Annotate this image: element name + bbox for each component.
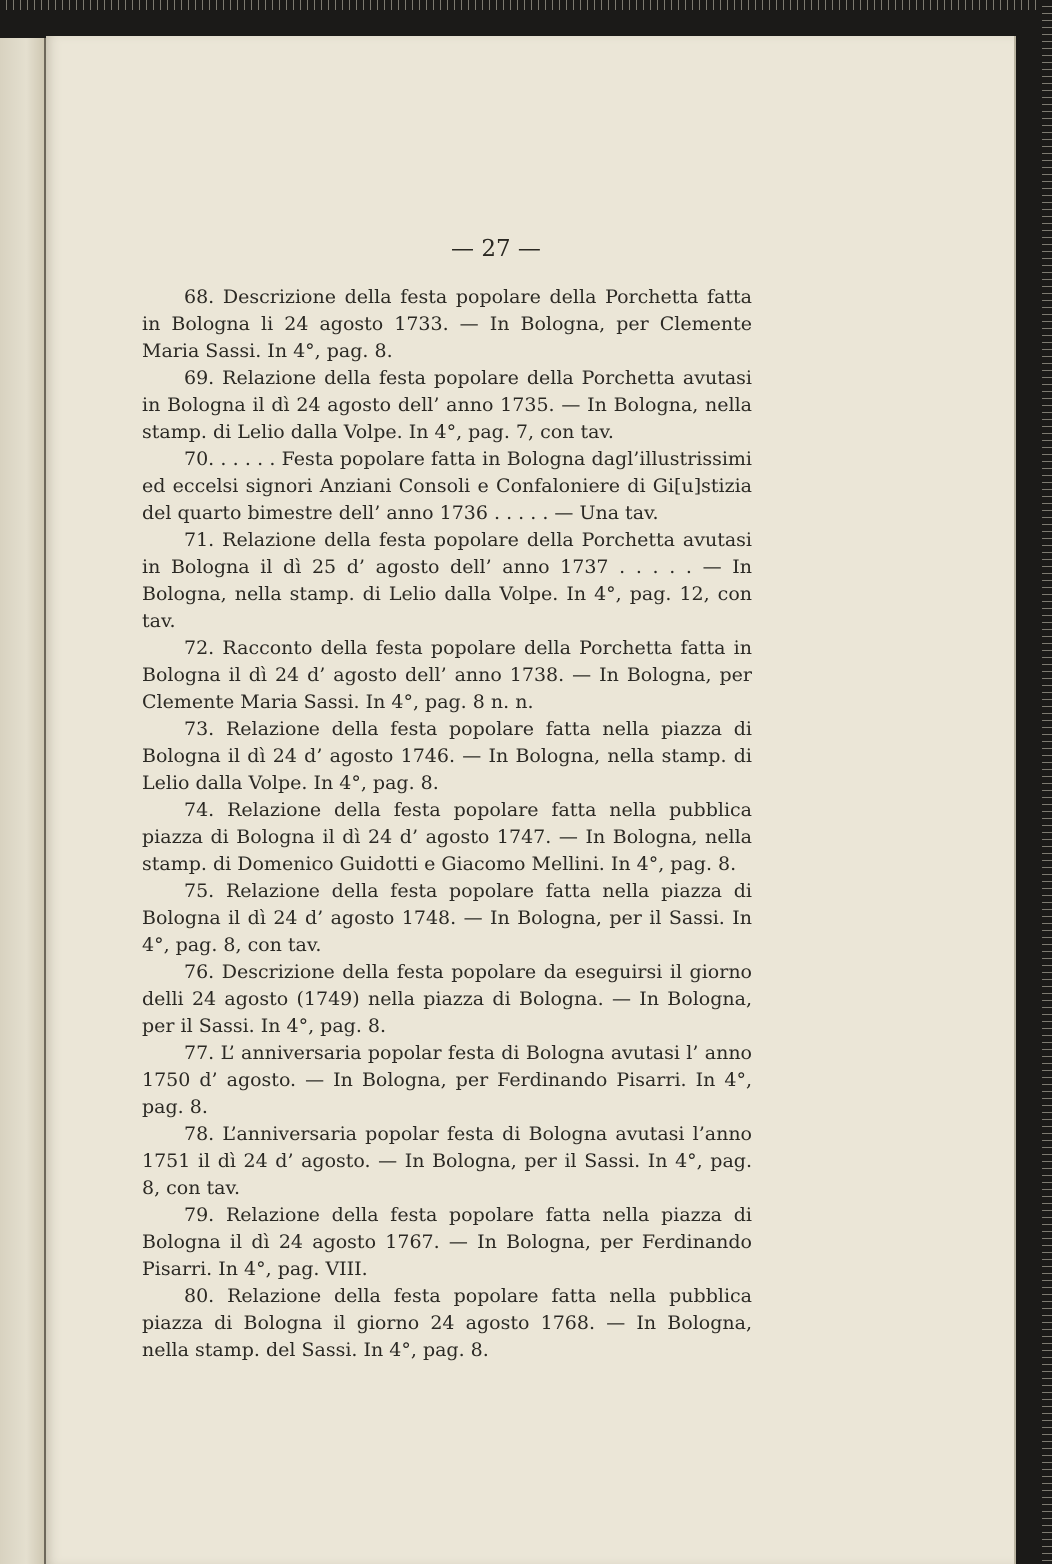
entry-80: 80. Relazione della festa popolare fatta nella pubblica piazza di Bologna il giorno 24 agosto 1768. — In Bologna, nella stamp. del Sassi. In 4°, pag. 8.	[142, 1285, 752, 1361]
entry-75: 75. Relazione della festa popolare fatta nella piazza di Bologna il dì 24 d’ agosto 1748. — In Bologna, per il Sassi. In 4°, pag. 8, con tav.	[142, 880, 752, 956]
entry-76: 76. Descrizione della festa popolare da eseguirsi il giorno delli 24 agosto (1749) nella piazza di Bologna. — In Bologna, per il Sassi. In 4°, pag. 8.	[142, 961, 752, 1037]
entry-73: 73. Relazione della festa popolare fatta nella piazza di Bologna il dì 24 d’ agosto 1746. — In Bologna, nella stamp. di Lelio dalla Volpe. In 4°, pag. 8.	[142, 718, 752, 794]
scan-ruler-top	[0, 0, 1052, 10]
entry-79: 79. Relazione della festa popolare fatta nella piazza di Bologna il dì 24 agosto 1767. — In Bologna, per Ferdinando Pisarri. In 4°, pag. VIII.	[142, 1204, 752, 1280]
entry-74: 74. Relazione della festa popolare fatta nella pubblica piazza di Bologna il dì 24 d’ agosto 1747. — In Bologna, nella stamp. di Domenico Guidotti e Giacomo Mellini. In 4°, pag. 8.	[142, 799, 752, 875]
entry-78: 78. L’anniversaria popolar festa di Bologna avutasi l’anno 1751 il dì 24 d’ agosto. — In Bologna, per il Sassi. In 4°, pag. 8, con tav.	[142, 1123, 752, 1199]
entry-69: 69. Relazione della festa popolare della Porchetta avutasi in Bologna il dì 24 agosto dell’ anno 1735. — In Bologna, nella stamp. di Lelio dalla Volpe. In 4°, pag. 7, con tav.	[142, 367, 752, 443]
entry-70: 70. . . . . . Festa popolare fatta in Bologna dagl’illustrissimi ed eccelsi signori Anziani Consoli e Confaloniere di Gi[u]stizia del quarto bimestre dell’ anno 1736 . . . . . — Una tav.	[142, 448, 752, 524]
page-number: — 27 —	[451, 236, 541, 262]
entry-77: 77. L’ anniversaria popolar festa di Bologna avutasi l’ anno 1750 d’ agosto. — In Bologna, per Ferdinando Pisarri. In 4°, pag. 8.	[142, 1042, 752, 1118]
book-page	[46, 36, 1014, 1564]
entries-list	[142, 284, 752, 1364]
entry-72: 72. Racconto della festa popolare della Porchetta fatta in Bologna il dì 24 d’ agosto dell’ anno 1738. — In Bologna, per Clemente Maria Sassi. In 4°, pag. 8 n. n.	[142, 637, 752, 713]
entry-71: 71. Relazione della festa popolare della Porchetta avutasi in Bologna il dì 25 d’ agosto dell’ anno 1737 . . . . . — In Bologna, nella stamp. di Lelio dalla Volpe. In 4°, pag. 12, con tav.	[142, 529, 752, 632]
entry-68: 68. Descrizione della festa popolare della Porchetta fatta in Bologna li 24 agosto 1733. — In Bologna, per Clemente Maria Sassi. In 4°, pag. 8.	[142, 286, 752, 362]
facing-page-edge	[0, 38, 46, 1564]
scan-ruler-right	[1042, 0, 1052, 1564]
